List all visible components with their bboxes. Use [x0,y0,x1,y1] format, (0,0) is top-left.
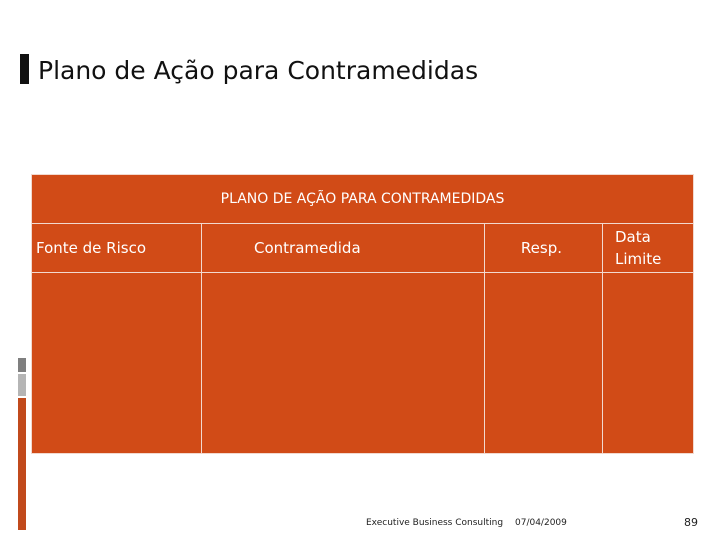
column-header-data-limite: Data Limite [603,224,694,273]
table-cell-data-limite[interactable] [603,273,694,454]
table-cell-resp[interactable] [485,273,603,454]
title-accent-bar [20,54,29,84]
column-header-fonte-de-risco: Fonte de Risco [32,224,202,273]
left-accent-bar-orange [18,398,26,530]
table-row [32,273,694,454]
table-cell-contramedida[interactable] [202,273,485,454]
slide-title: Plano de Ação para Contramedidas [38,56,479,85]
action-plan-table [31,174,694,454]
footer-date: 07/04/2009 [515,518,567,528]
page-number: 89 [684,516,698,529]
footer-company: Executive Business Consulting [366,518,504,528]
table-cell-fonte-de-risco[interactable] [32,273,202,454]
table-header: PLANO DE AÇÃO PARA CONTRAMEDIDAS [32,175,694,224]
column-header-resp: Resp. [485,224,603,273]
left-accent-bar-light-gray [18,374,26,396]
column-header-contramedida: Contramedida [202,224,485,273]
left-accent-bar-dark-gray [18,358,26,372]
